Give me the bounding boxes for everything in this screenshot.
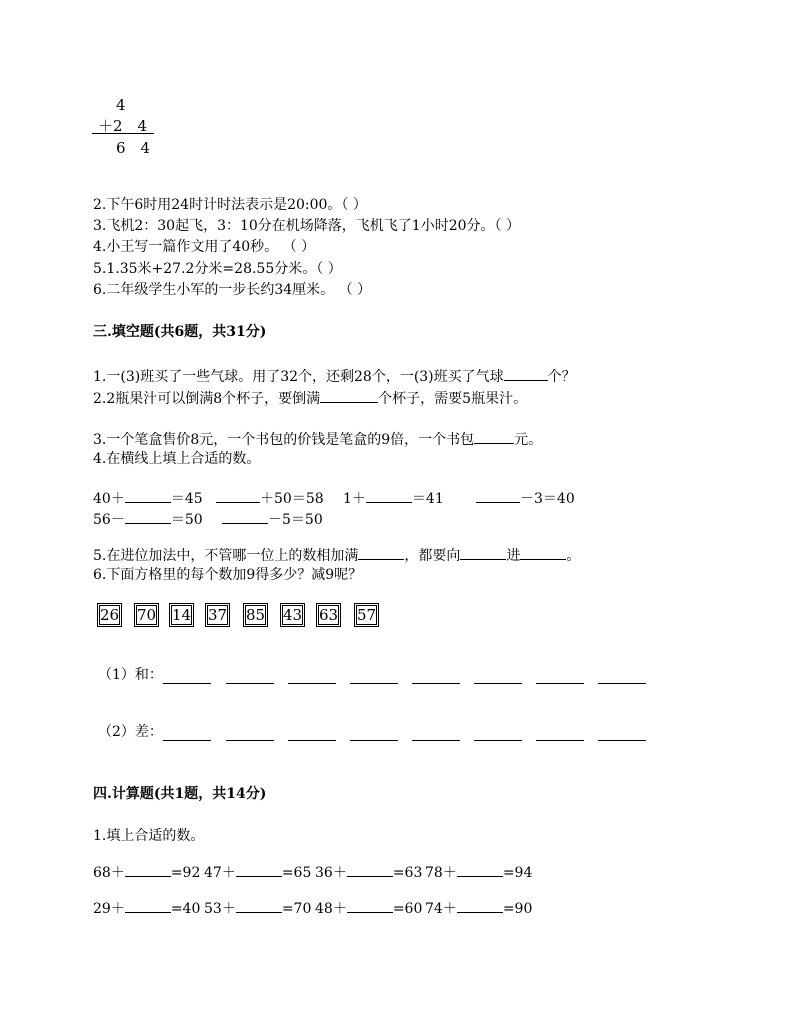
equation-right: ＋50＝58	[260, 491, 324, 507]
answer-line[interactable]	[412, 683, 460, 684]
equation-right: =60	[392, 901, 423, 917]
number-box	[205, 603, 230, 627]
number-box-value: 57	[356, 606, 377, 624]
fill-q1-text: 1.一(3)班买了一些气球。用了32个，还剩28个，一(3)班买了气球	[93, 369, 504, 385]
answer-line[interactable]	[350, 683, 398, 684]
answer-blank[interactable]	[476, 488, 520, 503]
answer-blank[interactable]	[358, 545, 404, 560]
equation-right: ＝41	[411, 491, 444, 507]
fill-q2-text: 2.2瓶果汁可以倒满8个杯子，要倒满	[93, 391, 321, 407]
fill-q5-text-end: 。	[566, 548, 581, 564]
vertical-calc-row1: 4	[116, 96, 126, 114]
answer-line[interactable]	[288, 740, 336, 741]
equation-left: 29＋	[93, 901, 125, 917]
answer-line[interactable]	[350, 740, 398, 741]
equation-right: －3＝40	[520, 491, 575, 507]
section-title: 三.填空题(共6题，共31分)	[93, 324, 267, 340]
answer-blank[interactable]	[236, 898, 282, 913]
equation	[204, 862, 311, 882]
equation-left: 78＋	[425, 865, 457, 881]
fill-q5-text-3: 进	[506, 548, 521, 564]
equation-right: =94	[502, 865, 533, 881]
equation	[93, 488, 203, 508]
answer-blank[interactable]	[125, 862, 171, 877]
equation	[343, 488, 444, 508]
fill-q1-text-end: 个？	[547, 369, 576, 385]
fill-q4: 4.在横线上填上合适的数。	[93, 451, 261, 467]
fill-q3-text-end: 元。	[514, 432, 543, 448]
fill-q5-text-2: ，都要向	[404, 548, 461, 564]
equation	[315, 862, 422, 882]
answer-line[interactable]	[163, 683, 211, 684]
answer-line[interactable]	[163, 740, 211, 741]
equation	[425, 862, 532, 882]
answer-line[interactable]	[412, 740, 460, 741]
equation-right: －5＝50	[268, 512, 323, 528]
answer-line[interactable]	[598, 683, 646, 684]
number-box-value: 37	[207, 606, 228, 624]
equation	[216, 488, 324, 508]
judge-item: 2.下午6时用24时计时法表示是20:00。（ ）	[93, 197, 367, 213]
answer-blank[interactable]	[222, 509, 268, 524]
difference-label: （2）差：	[98, 724, 163, 740]
vertical-calc-divider	[92, 133, 154, 134]
section-title: 四.计算题(共1题，共14分)	[93, 786, 267, 802]
answer-line[interactable]	[226, 740, 274, 741]
number-box-value: 63	[318, 606, 339, 624]
equation-left: 47＋	[204, 865, 236, 881]
answer-blank[interactable]	[504, 366, 548, 381]
answer-line[interactable]	[226, 683, 274, 684]
fill-q2-text-end: 个杯子，需要5瓶果汁。	[378, 391, 528, 407]
answer-line[interactable]	[474, 683, 522, 684]
equation-right: ＝45	[170, 491, 203, 507]
judge-item: 6.二年级学生小军的一步长约34厘米。 （ ）	[93, 282, 372, 298]
number-box	[316, 603, 341, 627]
judge-item: 5.1.35米+27.2分米=28.55分米。（ ）	[93, 261, 342, 277]
equation-right: =63	[392, 865, 423, 881]
fill-q5-text: 5.在进位加法中，不管哪一位上的数相加满	[93, 548, 359, 564]
number-box-value: 43	[282, 606, 303, 624]
equation-right: ＝50	[170, 512, 203, 528]
answer-line[interactable]	[474, 740, 522, 741]
number-box	[243, 603, 268, 627]
vertical-calc-row3: 6 4	[116, 139, 151, 157]
equation	[204, 898, 311, 918]
answer-blank[interactable]	[457, 898, 503, 913]
number-box	[354, 603, 379, 627]
number-box-value: 14	[171, 606, 192, 624]
number-box-value: 26	[99, 606, 120, 624]
equation	[315, 898, 422, 918]
calc-q1: 1.填上合适的数。	[93, 828, 205, 844]
fill-q3	[93, 429, 542, 449]
fill-q2	[93, 388, 527, 408]
equation-left: 56－	[93, 512, 125, 528]
equation-left: 68＋	[93, 865, 125, 881]
answer-blank[interactable]	[320, 388, 378, 403]
equation	[93, 898, 200, 918]
equation-right: =92	[170, 865, 201, 881]
answer-line[interactable]	[288, 683, 336, 684]
equation-right: =40	[170, 901, 201, 917]
number-box	[97, 603, 122, 627]
answer-blank[interactable]	[216, 488, 260, 503]
equation	[476, 488, 575, 508]
equation-left: 48＋	[315, 901, 347, 917]
answer-line[interactable]	[536, 683, 584, 684]
answer-blank[interactable]	[236, 862, 282, 877]
answer-blank[interactable]	[474, 429, 514, 444]
answer-blank[interactable]	[125, 509, 171, 524]
equation-left: 36＋	[315, 865, 347, 881]
number-box	[169, 603, 194, 627]
equation-left: 40＋	[93, 491, 125, 507]
answer-blank[interactable]	[366, 488, 412, 503]
fill-q3-text: 3.一个笔盒售价8元，一个书包的价钱是笔盒的9倍，一个书包	[93, 432, 475, 448]
answer-blank[interactable]	[347, 862, 393, 877]
answer-blank[interactable]	[125, 488, 171, 503]
answer-line[interactable]	[536, 740, 584, 741]
equation-left: 74＋	[425, 901, 457, 917]
answer-line[interactable]	[598, 740, 646, 741]
answer-blank[interactable]	[347, 898, 393, 913]
answer-blank[interactable]	[125, 898, 171, 913]
equation-right: =65	[281, 865, 312, 881]
answer-blank[interactable]	[520, 545, 566, 560]
judge-item: 4.小王写一篇作文用了40秒。 （ ）	[93, 239, 316, 255]
answer-blank[interactable]	[460, 545, 506, 560]
judge-item: 3.飞机2：30起飞，3：10分在机场降落，飞机飞了1小时20分。（ ）	[93, 218, 520, 234]
equation	[425, 898, 532, 918]
number-box-value: 85	[245, 606, 266, 624]
equation	[93, 862, 200, 882]
equation-right: =90	[502, 901, 533, 917]
equation-left: 53＋	[204, 901, 236, 917]
equation-right: =70	[281, 901, 312, 917]
vertical-calc-row2: ＋2 4	[98, 117, 148, 135]
sum-label: （1）和：	[98, 667, 163, 683]
number-box	[280, 603, 305, 627]
number-box	[134, 603, 159, 627]
answer-blank[interactable]	[457, 862, 503, 877]
equation-left: 1＋	[343, 491, 366, 507]
fill-q5	[93, 545, 580, 565]
equation	[93, 509, 203, 529]
fill-q1	[93, 366, 576, 386]
equation	[222, 509, 323, 529]
fill-q6: 6.下面方格里的每个数加9得多少？减9呢？	[93, 567, 363, 583]
number-box-value: 70	[136, 606, 157, 624]
